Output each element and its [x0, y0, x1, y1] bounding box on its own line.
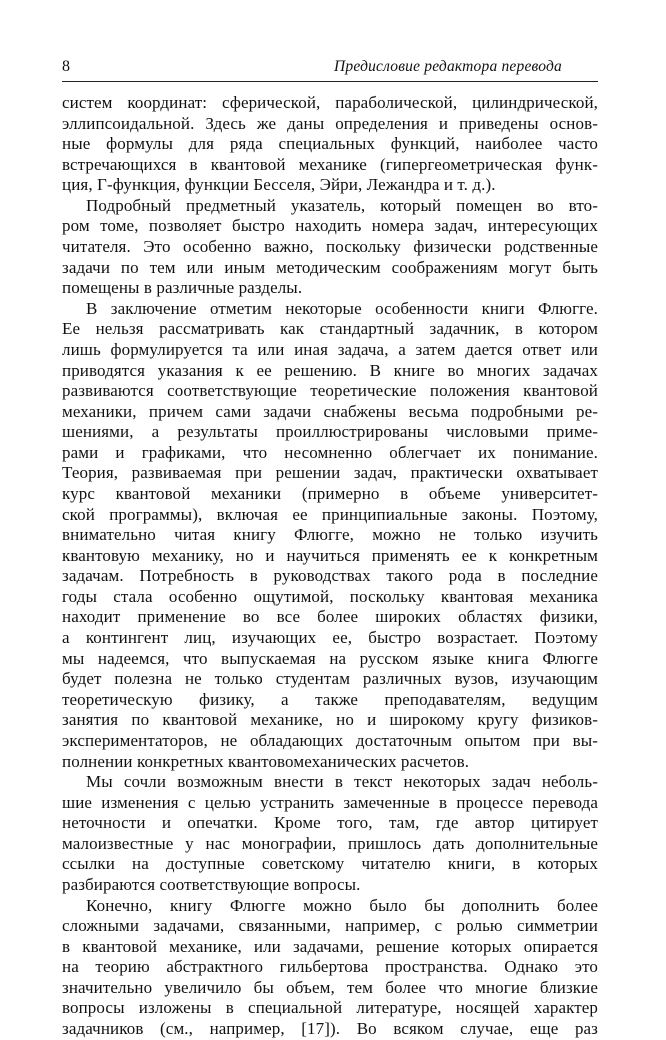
text-line: экспериментаторов, не обладающих достаточным опытом при вы-: [62, 730, 598, 750]
text-line: лишь формулируется та или иная задача, а затем дается ответ или: [62, 339, 598, 359]
text-line: Подробный предметный указатель, который помещен во вто-: [86, 195, 598, 215]
text-line: помещены в различные разделы.: [62, 278, 303, 298]
text-line: Конечно, книгу Флюгге можно было бы дополнить более: [86, 895, 598, 915]
text-line: шие изменения с целью устранить замеченные в процессе перевода: [62, 792, 598, 812]
paragraph-corrections: [62, 772, 598, 895]
text-line: теоретическую физику, а также преподавателям, ведущим: [62, 689, 598, 709]
text-line: ные формулы для ряда специальных функций, наиболее часто: [62, 134, 598, 154]
text-line: неточности и опечатки. Кроме того, там, где автор цитирует: [62, 813, 598, 833]
text-line: систем координат: сферической, параболической, цилиндрической,: [62, 93, 598, 112]
text-line: сложными задачами, связанными, например, с ролью симметрии: [62, 916, 598, 936]
paragraph-subject-index: [62, 196, 598, 299]
text-line: ссылки на доступные советскому читателю книги, в которых: [62, 854, 598, 874]
text-line: задачи по тем или иным методическим соображениям могут быть: [62, 257, 598, 277]
text-line: квантовую механику, но и научиться применять ее к конкретным: [62, 545, 598, 565]
text-line: значительно увеличило бы объем, тем более что многие близкие: [62, 977, 598, 997]
text-line: ской программы), включая ее принципиальные законы. Поэтому,: [62, 504, 598, 524]
text-line: эллипсоидальной. Здесь же даны определения и приведены основ-: [62, 113, 598, 133]
text-line: разбираются соответствующие вопросы.: [62, 874, 361, 894]
text-line: годы стала особенно ощутимой, поскольку квантовая механика: [62, 586, 598, 606]
running-head: Предисловие редактора перевода: [334, 58, 562, 75]
paragraph-coordinate-systems: [62, 93, 598, 196]
text-line: мы надеемся, что выпускаемая на русском языке книга Флюгге: [62, 648, 598, 668]
text-line: шениями, а результаты проиллюстрированы числовыми приме-: [62, 422, 598, 442]
text-line: ция, Г-функция, функции Бесселя, Эйри, Лежандра и т. д.).: [62, 175, 496, 195]
text-line: находит применение во все более широких областях физики,: [62, 607, 598, 627]
body-text: [62, 93, 598, 1039]
page-number: 8: [62, 58, 70, 75]
text-line: читателя. Это особенно важно, поскольку физически родственные: [62, 237, 598, 257]
text-line: Теория, развиваемая при решении задач, практически охватывает: [62, 463, 598, 483]
text-line: рами и графиками, что несомненно облегчает их понимание.: [62, 442, 598, 462]
paragraph-complex-problems: [62, 896, 598, 1040]
text-line: на теорию абстрактного гильбертова пространства. Однако это: [62, 957, 598, 977]
text-line: Мы сочли возможным внести в текст некоторых задач неболь-: [86, 772, 598, 792]
text-line: внимательно читая книгу Флюгге, можно не только изучить: [62, 525, 598, 545]
text-line: приводятся указания к ее решению. В книге во многих задачах: [62, 360, 598, 380]
text-line: механики, причем сами задачи снабжены весьма подробными ре-: [62, 401, 598, 421]
text-line: полнении конкретных квантовомеханических расчетов.: [62, 751, 470, 771]
text-line: задачам. Потребность в руководствах такого рода в последние: [62, 566, 598, 586]
paragraph-book-features: [62, 299, 598, 772]
text-line: курс квантовой механики (примерно в объеме университет-: [62, 483, 598, 503]
text-line: ром томе, позволяет быстро находить номера задач, интересующих: [62, 216, 598, 236]
text-line: в квантовой механике, или задачами, решение которых опирается: [62, 936, 598, 956]
text-line: задачников (см., например, [17]). Во всяком случае, еще раз: [62, 1019, 598, 1039]
page-header: [62, 57, 598, 82]
text-line: вопросы изложены в специальной литературе, носящей характер: [62, 998, 598, 1018]
text-line: а контингент лиц, изучающих ее, быстро возрастает. Поэтому: [62, 628, 598, 648]
text-line: Ее нельзя рассматривать как стандартный задачник, в котором: [62, 319, 598, 339]
text-line: встречающихся в квантовой механике (гипергеометрическая функ-: [62, 154, 598, 174]
text-line: малоизвестные у нас монографии, пришлось дать дополнительные: [62, 833, 598, 853]
text-line: занятия по квантовой механике, но и широкому кругу физиков-: [62, 710, 598, 730]
text-line: развиваются соответствующие теоретические положения квантовой: [62, 381, 598, 401]
text-line: В заключение отметим некоторые особенности книги Флюгге.: [86, 298, 598, 318]
text-line: будет полезна не только студентам различных вузов, изучающим: [62, 669, 598, 689]
